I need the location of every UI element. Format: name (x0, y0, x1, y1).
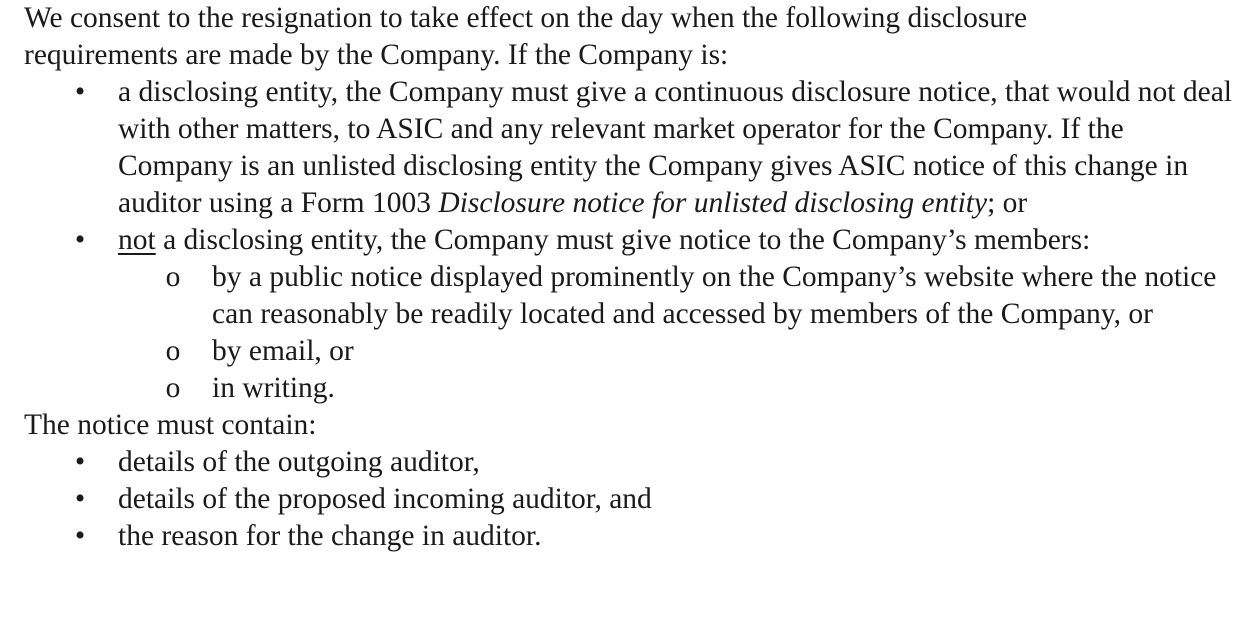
bullet-icon: • (74, 520, 86, 552)
list-item-text: details of the outgoing auditor, (118, 446, 480, 478)
notice-contents-list (24, 444, 1244, 555)
list-item (24, 518, 1244, 555)
bullet-icon: • (74, 224, 86, 256)
notice-methods-list (118, 259, 1244, 407)
list-item-text: details of the proposed incoming auditor, and (118, 483, 652, 515)
intro-line-2: requirements are made by the Company. If the Company is: (24, 39, 729, 71)
form-title-italic: Disclosure notice for unlisted disclosing entity (438, 187, 988, 219)
sub-item-text: by a public notice displayed prominently on the Company’s website where the notice can reasonably be readily located and accessed by members of the Company, or (212, 261, 1217, 330)
item-text-end: ; or (987, 187, 1028, 219)
list-item (24, 444, 1244, 481)
entity-conditions-list (24, 74, 1244, 407)
item-text: a disclosing entity, the Company must give notice to the Company’s members: (155, 224, 1091, 256)
underlined-not: not (118, 224, 156, 256)
sub-list-item (116, 370, 1244, 407)
bullet-icon: • (74, 76, 86, 108)
circle-bullet-icon: o (165, 372, 181, 404)
list-item-text: the reason for the change in auditor. (118, 520, 542, 552)
list-item-disclosing-entity (24, 74, 1244, 222)
list-item-not-disclosing-entity (24, 222, 1244, 407)
bullet-icon: • (74, 483, 86, 515)
circle-bullet-icon: o (165, 335, 181, 367)
notice-heading: The notice must contain: (24, 409, 317, 441)
list-item (24, 481, 1244, 518)
intro-line-1: We consent to the resignation to take effect on the day when the following disclosure (24, 2, 1028, 34)
bullet-icon: • (74, 446, 86, 478)
sub-list-item (116, 333, 1244, 370)
sub-item-text: in writing. (212, 372, 335, 404)
intro-paragraph (24, 0, 1244, 74)
sub-list-item (116, 259, 1244, 333)
document-body (24, 0, 1244, 555)
circle-bullet-icon: o (165, 261, 181, 293)
sub-item-text: by email, or (212, 335, 354, 367)
item-text: a disclosing entity, the Company must give a continuous disclosure notice, that would not deal with other matters, to ASIC and any relevant market operator for the Company. If the Company is an unlisted disclosing entity the Company gives ASIC notice of this change in auditor using a Form 1003 (118, 76, 1232, 219)
